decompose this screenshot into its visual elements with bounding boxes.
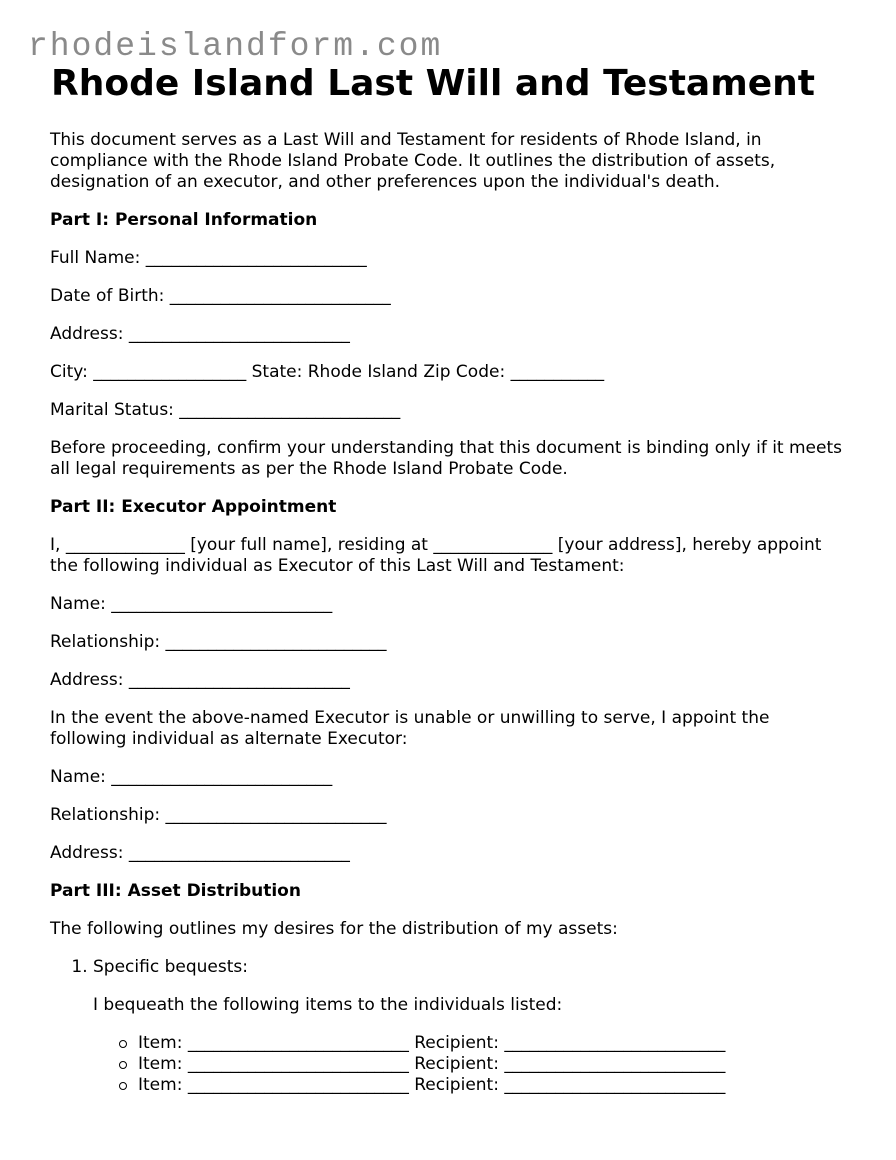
executor-relationship-field[interactable]: Relationship: __________________________ (50, 632, 387, 652)
bequest-item-row[interactable]: Item: __________________________ Recipient: __________________________ (138, 1075, 850, 1096)
alternate-address-field[interactable]: Address: __________________________ (50, 843, 350, 863)
bequest-lead: I bequeath the following items to the individuals listed: (93, 995, 563, 1015)
executor-address-field[interactable]: Address: __________________________ (50, 670, 350, 690)
distribution-lead: The following outlines my desires for the distribution of my assets: (50, 919, 618, 939)
page-title: Rhode Island Last Will and Testament (51, 63, 815, 104)
bequest-item-row[interactable]: Item: __________________________ Recipient: __________________________ (138, 1054, 850, 1075)
full-name-field[interactable]: Full Name: __________________________ (50, 248, 367, 268)
distribution-list (50, 957, 850, 978)
part1-heading: Part I: Personal Information (50, 210, 318, 230)
part2-heading: Part II: Executor Appointment (50, 497, 337, 517)
marital-status-field[interactable]: Marital Status: __________________________ (50, 400, 401, 420)
list-item: 1. Specific bequests: (93, 957, 850, 978)
alternate-executor-statement: In the event the above-named Executor is unable or unwilling to serve, I appoint the following individual as alternate Executor: (50, 708, 770, 749)
part3-heading: Part III: Asset Distribution (50, 881, 301, 901)
watermark: rhodeislandform.com (28, 28, 443, 65)
document-page (50, 62, 850, 1096)
executor-statement[interactable]: I, ______________ [your full name], residing at ______________ [your address], hereby appoint the following individual as Executor of this Last Will and Testament: (50, 535, 822, 576)
alternate-relationship-field[interactable]: Relationship: __________________________ (50, 805, 387, 825)
executor-name-field[interactable]: Name: __________________________ (50, 594, 333, 614)
alternate-name-field[interactable]: Name: __________________________ (50, 767, 333, 787)
binding-notice: Before proceeding, confirm your understanding that this document is binding only if it meets all legal requirements as per the Rhode Island Probate Code. (50, 438, 842, 479)
bequest-item-row[interactable]: Item: __________________________ Recipient: __________________________ (138, 1033, 850, 1054)
address-field[interactable]: Address: __________________________ (50, 324, 350, 344)
bequest-items (50, 1033, 850, 1096)
city-state-zip-field[interactable]: City: __________________ State: Rhode Island Zip Code: ___________ (50, 362, 605, 382)
date-of-birth-field[interactable]: Date of Birth: __________________________ (50, 286, 391, 306)
intro-paragraph: This document serves as a Last Will and Testament for residents of Rhode Island, in compliance with the Rhode Island Probate Code. It outlines the distribution of assets, designation of an executor, and other preferences upon the individual's death. (50, 130, 776, 192)
